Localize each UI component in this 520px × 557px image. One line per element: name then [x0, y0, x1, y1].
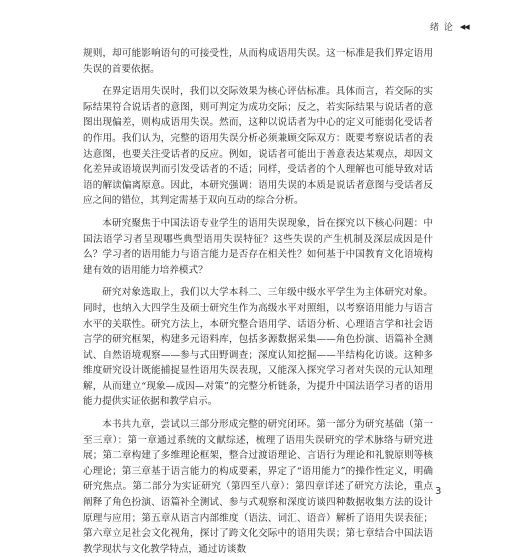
paragraph-5: 本书共九章，尝试以三部分形成完整的研究闭环。第一部分为研究基础（第一至三章）：第一章通过系统的文献综述，梳理了语用失误研究的学术脉络与研究进展；第二章构建了多维理论框架，整合过渡语理论、言语行为理论和礼貌原则等核心理论；第三章基于语言能力的构成要素，界定了“语用能力”的操作性定义，明确研究焦点。第二部分为实证研究（第四至八章）：第四章详述了研究方法论，重点阐释了角色扮演、语篇补全测试、参与式观察和深度访谈四种数据收集方法的设计原理与应用；第五章从语言内部维度（语法、词汇、语音）解析了语用失误表征；第六章立足社会文化视角，探讨了跨文化交际中的语用失误；第七章结合中国法语教学现状与文化教学特点，通过访谈数 — [83, 419, 433, 555]
section-title: 绪 论 — [430, 23, 454, 33]
double-arrow-icon: ◀◀ — [459, 22, 469, 31]
paragraph-4: 研究对象选取上，我们以大学本科二、三年级中级水平学生为主体研究对象。同时，也纳入大四学生及硕士研究生作为高级水平对照组，以考察语用能力与语言水平的关联性。研究方法上，本研究整合语用学、话语分析、心理语言学和社会语言学的研究框架，构建多元语料库，包括多源数据采集——角色扮演、语篇补全测试、自然语境观察——参与式田野调查；深度认知挖掘——半结构化访谈。这种多维度研究设计既能捕捉显性语用失误表现，又能深入探究学习者对失误的元认知理解，从而建立“现象—成因—对策”的完整分析链条，为提升中国法语学习者的语用能力提供实证依据和教学启示。 — [83, 287, 433, 408]
paragraph-2: 在界定语用失误时，我们以交际效果为核心评估标准。具体而言，若交际的实际结果符合说话者的意图，则可判定为成功交际；反之，若实际结果与说话者的意图出现偏差，则构成语用失误。然而，这种以说话者为中心的定义可能弱化受话者的作用。我们认为，完整的语用失误分析必须兼顾交际双方：既要考察说话者的表达意图，也要关注受话者的反应。例如，说话者可能出于善意表达某观点，却因文化差异或语境误判而引发受话者的不适；同样，受话者的个人理解也可能导致对话语的解读偏离原意。因此，本研究强调：语用失误的本质是说话者意图与受话者反应之间的错位，其判定需基于双向互动的综合分析。 — [83, 86, 433, 207]
running-head — [430, 20, 469, 33]
paragraph-1: 规则，却可能影响语句的可接受性，从而构成语用失误。这一标准是我们界定语用失误的首要依据。 — [83, 48, 433, 75]
paragraph-3: 本研究聚焦于中国法语专业学生的语用失误现象，旨在探究以下核心问题：中国法语学习者呈现哪些典型语用失误特征？这些失误的产生机制及深层成因是什么？学习者的语用能力与语言能力是否存在相关性？如何基于中国教育文化语境构建有效的语用能力培养模式？ — [83, 217, 433, 276]
page-number: 3 — [435, 486, 442, 497]
body-text — [83, 46, 433, 557]
